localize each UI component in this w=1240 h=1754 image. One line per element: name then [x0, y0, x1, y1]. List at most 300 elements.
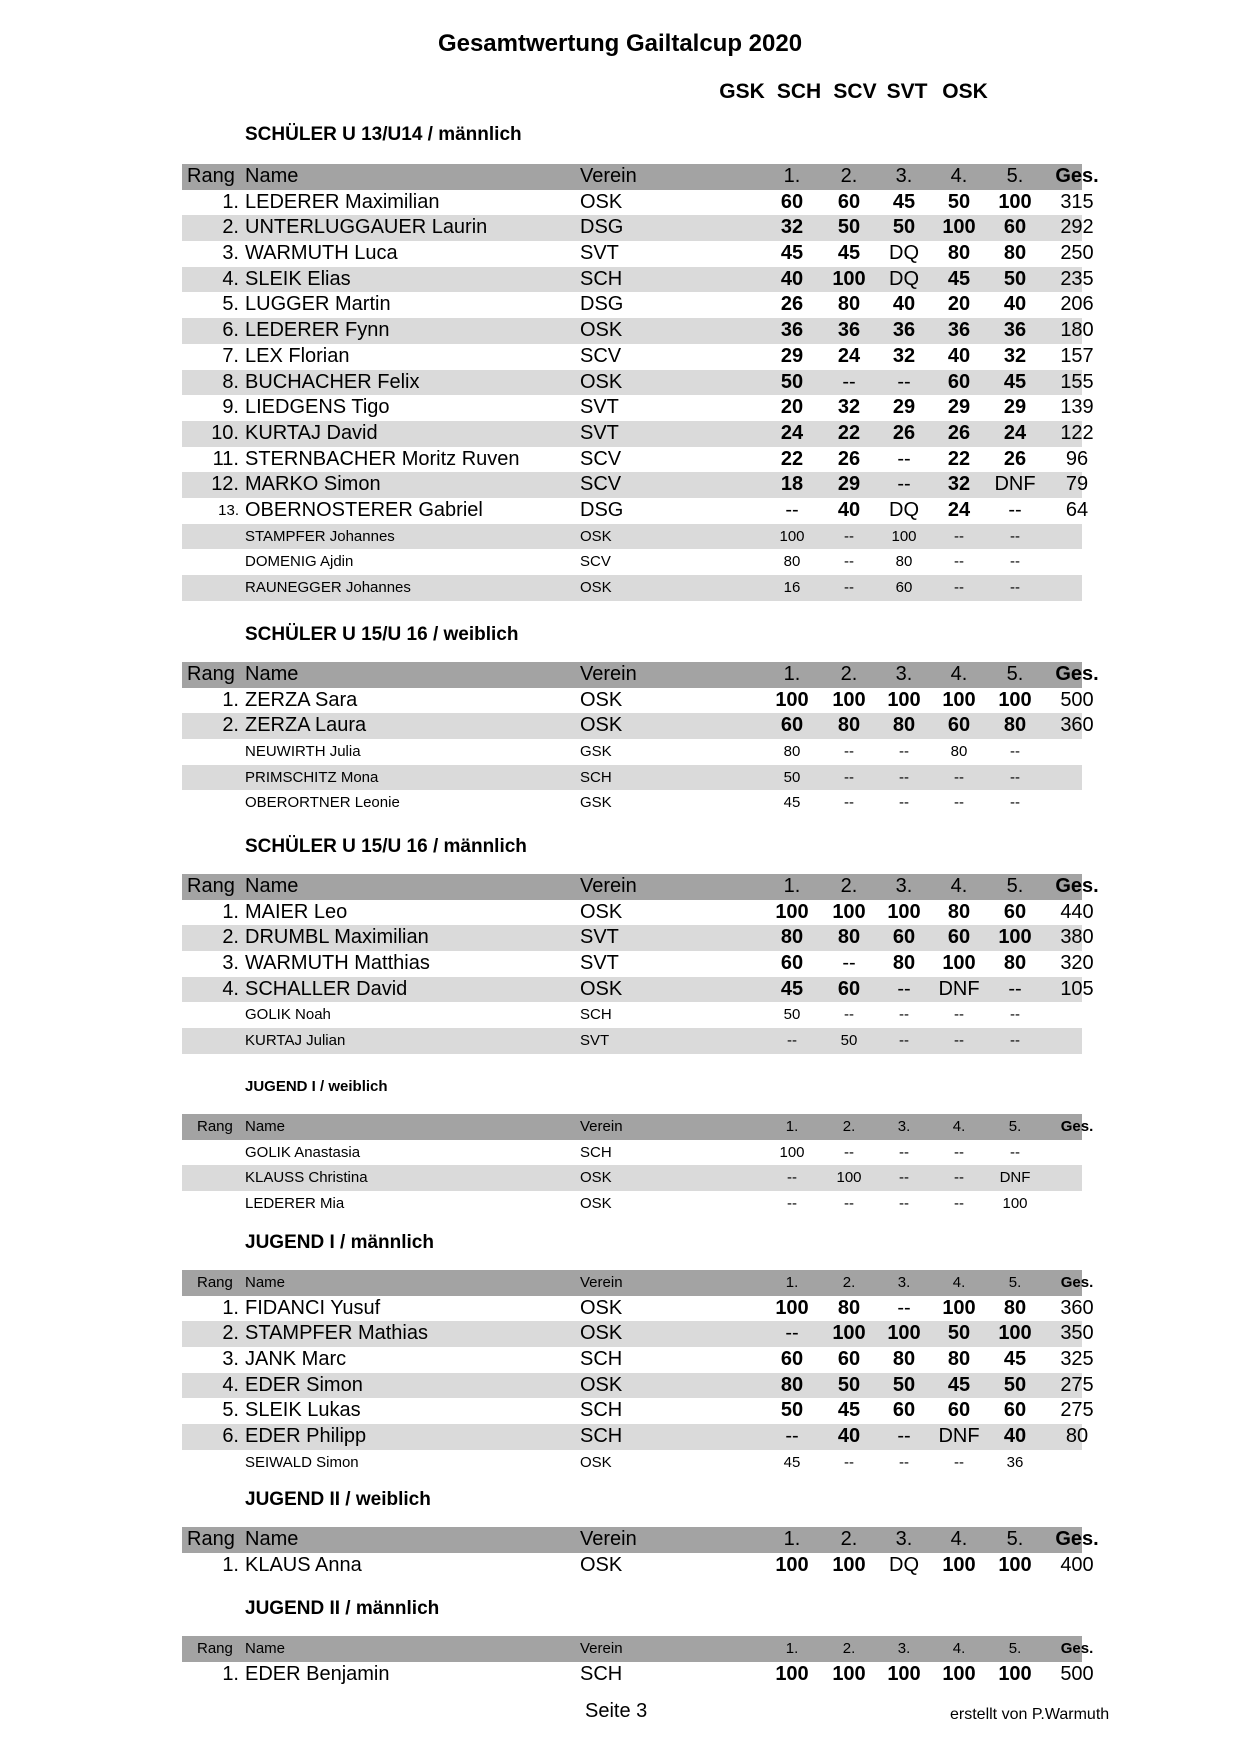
total-points: 500 — [1060, 688, 1094, 711]
race-score: 80 — [947, 242, 971, 265]
race-score: -- — [1008, 977, 1022, 1000]
race-score: -- — [1010, 553, 1020, 571]
race-score: 45 — [837, 1399, 861, 1422]
table-row — [182, 498, 1089, 524]
club-cell: SCH — [580, 1399, 623, 1422]
race-score: 40 — [780, 267, 804, 290]
race-score: 29 — [837, 473, 861, 496]
column-header-race: 2. — [840, 165, 858, 187]
race-score: 20 — [780, 396, 804, 419]
column-header-rang: Rang — [187, 663, 235, 685]
race-score: 80 — [780, 1373, 804, 1396]
club-cell: OSK — [580, 1553, 623, 1576]
table-row-unranked — [182, 1002, 1082, 1028]
race-score: 50 — [892, 216, 916, 239]
race-score: 80 — [837, 926, 861, 949]
race-score: -- — [844, 794, 854, 812]
column-header-race: 5. — [1008, 1118, 1022, 1135]
athlete-name: LEX Florian — [245, 344, 350, 367]
column-header-name: Name — [245, 1118, 286, 1135]
race-score: 100 — [775, 1296, 809, 1319]
athlete-name: OBERNOSTERER Gabriel — [245, 498, 483, 521]
race-score: 80 — [892, 714, 916, 737]
results-section — [182, 1074, 1094, 1217]
race-score: 24 — [780, 421, 804, 444]
race-score: 24 — [947, 498, 971, 521]
rank-cell: 1. — [222, 1553, 239, 1576]
race-score: 36 — [947, 319, 971, 342]
race-score: 32 — [837, 396, 861, 419]
race-score: -- — [954, 794, 964, 812]
race-score: -- — [785, 498, 799, 521]
table-row-unranked — [182, 1191, 1082, 1217]
race-score: DQ — [889, 242, 919, 265]
race-score: -- — [1010, 768, 1020, 786]
athlete-name: SEIWALD Simon — [245, 1453, 359, 1471]
table-row-unranked — [182, 1028, 1082, 1054]
rank-cell: 1. — [222, 1662, 239, 1685]
column-header-race: 4. — [952, 1640, 966, 1657]
race-score: 60 — [780, 952, 804, 975]
table-row-unranked — [182, 765, 1082, 791]
column-header-verein: Verein — [580, 1118, 623, 1135]
race-score: 80 — [892, 1348, 916, 1371]
total-points: 325 — [1060, 1348, 1094, 1371]
column-header-race: 3. — [897, 1640, 911, 1657]
race-score: 40 — [892, 293, 916, 316]
race-score: 26 — [892, 421, 916, 444]
total-points: 250 — [1060, 242, 1094, 265]
total-points: 157 — [1060, 344, 1094, 367]
total-points: 180 — [1060, 319, 1094, 342]
race-score: -- — [787, 1195, 797, 1213]
table-header-row — [182, 662, 1099, 688]
total-points: 440 — [1060, 900, 1094, 923]
race-score: -- — [954, 527, 964, 545]
race-score: 24 — [837, 344, 861, 367]
column-header-verein: Verein — [580, 1640, 623, 1657]
race-score: 60 — [1003, 900, 1027, 923]
rank-cell: 13. — [218, 501, 239, 519]
column-header-verein: Verein — [580, 875, 637, 897]
race-score: -- — [844, 527, 854, 545]
race-score: 80 — [783, 743, 801, 761]
total-points: 80 — [1065, 1425, 1089, 1448]
club-cell: SCH — [580, 1143, 612, 1161]
rank-cell: 3. — [222, 242, 239, 265]
column-header-race: 1. — [785, 1118, 799, 1135]
race-score: 45 — [947, 267, 971, 290]
race-score: DNF — [938, 1425, 980, 1448]
race-score: -- — [899, 1032, 909, 1050]
column-header-race: 5. — [1008, 1640, 1022, 1657]
race-score: 18 — [780, 473, 804, 496]
race-score: -- — [1010, 743, 1020, 761]
athlete-name: PRIMSCHITZ Mona — [245, 768, 379, 786]
race-score: 40 — [1003, 293, 1027, 316]
results-section — [182, 622, 1099, 816]
total-points: 206 — [1060, 293, 1094, 316]
column-header-race: 1. — [783, 663, 801, 685]
race-score: -- — [1010, 579, 1020, 596]
column-header-total: Ges. — [1055, 875, 1099, 897]
author-credit: erstellt von P.Warmuth — [950, 1706, 1110, 1723]
race-score: 60 — [892, 926, 916, 949]
athlete-name: LIEDGENS Tigo — [245, 396, 390, 419]
table-row-unranked — [182, 739, 1082, 765]
column-header-race: 3. — [895, 875, 913, 897]
column-header-race: 2. — [842, 1640, 856, 1657]
column-header-race: 3. — [895, 663, 913, 685]
race-score: -- — [897, 977, 911, 1000]
race-score: 45 — [1003, 370, 1027, 393]
column-header-verein: Verein — [580, 165, 637, 187]
race-score: 50 — [837, 216, 861, 239]
club-label: SCH — [776, 80, 822, 103]
race-score: 100 — [998, 926, 1032, 949]
table-row-unranked — [182, 1450, 1082, 1476]
athlete-name: OBERORTNER Leonie — [245, 794, 400, 812]
club-cell: SCV — [580, 553, 611, 571]
column-header-rang: Rang — [187, 1528, 235, 1550]
race-score: 80 — [1003, 952, 1027, 975]
column-header-race: 3. — [895, 165, 913, 187]
race-score: 60 — [837, 977, 861, 1000]
column-header-race: 3. — [897, 1274, 911, 1291]
race-score: 100 — [779, 527, 805, 545]
race-score: -- — [1008, 498, 1022, 521]
race-score: -- — [1010, 1143, 1020, 1161]
table-row — [182, 977, 1094, 1003]
athlete-name: STAMPFER Mathias — [245, 1322, 428, 1345]
athlete-name: EDER Philipp — [245, 1425, 367, 1448]
club-cell: SVT — [580, 952, 619, 975]
table-row — [182, 713, 1094, 739]
race-score: 50 — [783, 768, 801, 786]
race-score: -- — [954, 1032, 964, 1050]
column-header-race: 2. — [840, 1528, 858, 1550]
column-header-race: 2. — [842, 1274, 856, 1291]
race-score: 100 — [775, 900, 809, 923]
column-header-total: Ges. — [1060, 1274, 1094, 1291]
rank-cell: 4. — [222, 267, 239, 290]
table-row-unranked — [182, 1165, 1082, 1191]
table-row-unranked — [182, 549, 1082, 575]
club-cell: SCH — [580, 1662, 623, 1685]
race-score: 60 — [837, 190, 861, 213]
race-score: 100 — [832, 688, 866, 711]
race-score: 45 — [892, 190, 916, 213]
page-number: Seite 3 — [585, 1700, 648, 1722]
column-header-race: 1. — [783, 875, 801, 897]
athlete-name: ZERZA Sara — [245, 688, 358, 711]
club-cell: SCV — [580, 344, 622, 367]
race-score: -- — [897, 447, 911, 470]
club-cell: SCV — [580, 447, 622, 470]
table-row — [182, 344, 1094, 370]
table-row — [182, 292, 1094, 318]
table-row — [182, 688, 1094, 714]
race-score: 40 — [837, 498, 861, 521]
club-cell: OSK — [580, 190, 623, 213]
race-score: DQ — [889, 267, 919, 290]
club-cell: SVT — [580, 396, 619, 419]
athlete-name: LEDERER Mia — [245, 1195, 345, 1213]
column-header-race: 3. — [895, 1528, 913, 1550]
table-row-unranked — [182, 575, 1082, 601]
athlete-name: LEDERER Fynn — [245, 319, 390, 342]
race-score: 45 — [837, 242, 861, 265]
race-score: 36 — [892, 319, 916, 342]
race-score: 20 — [947, 293, 971, 316]
results-section — [182, 1230, 1094, 1476]
column-header-race: 2. — [842, 1118, 856, 1135]
club-cell: OSK — [580, 1322, 623, 1345]
rank-cell: 5. — [222, 293, 239, 316]
section-heading: SCHÜLER U 15/U 16 / weiblich — [245, 624, 519, 645]
rank-cell: 9. — [222, 396, 239, 419]
race-score: 80 — [837, 1296, 861, 1319]
table-header-row — [182, 1636, 1094, 1662]
race-score: 100 — [942, 688, 976, 711]
race-score: -- — [899, 1169, 909, 1187]
rank-cell: 2. — [222, 926, 239, 949]
race-score: -- — [954, 768, 964, 786]
race-score: 100 — [779, 1143, 805, 1161]
race-score: -- — [844, 553, 854, 571]
club-cell: SCH — [580, 768, 612, 786]
race-score: 45 — [780, 977, 804, 1000]
race-score: 40 — [1003, 1425, 1027, 1448]
column-header-race: 4. — [950, 1528, 968, 1550]
column-header-verein: Verein — [580, 1274, 623, 1291]
table-row — [182, 1347, 1094, 1373]
club-cell: OSK — [580, 579, 612, 596]
column-header-race: 4. — [952, 1118, 966, 1135]
race-score: -- — [844, 743, 854, 761]
race-score: -- — [899, 1195, 909, 1213]
club-cell: OSK — [580, 1296, 623, 1319]
results-section — [182, 834, 1099, 1054]
column-header-race: 5. — [1006, 165, 1024, 187]
table-row — [182, 241, 1094, 267]
race-score: 100 — [998, 1322, 1032, 1345]
column-header-name: Name — [245, 1528, 299, 1550]
race-score: 80 — [837, 714, 861, 737]
table-row — [182, 1662, 1094, 1688]
section-heading: JUGEND II / weiblich — [245, 1489, 431, 1510]
rank-cell: 2. — [222, 216, 239, 239]
race-score: -- — [954, 579, 964, 596]
race-score: -- — [844, 1143, 854, 1161]
race-score: 60 — [1003, 216, 1027, 239]
race-score: 60 — [947, 370, 971, 393]
column-header-rang: Rang — [197, 1118, 233, 1135]
athlete-name: ZERZA Laura — [245, 714, 367, 737]
race-score: 36 — [837, 319, 861, 342]
race-score: 50 — [892, 1373, 916, 1396]
club-cell: OSK — [580, 1453, 612, 1471]
race-score: 50 — [783, 1006, 801, 1024]
athlete-name: STAMPFER Johannes — [245, 527, 395, 545]
athlete-name: KLAUS Anna — [245, 1553, 362, 1576]
table-row — [182, 900, 1094, 926]
column-header-total: Ges. — [1060, 1118, 1094, 1135]
race-score: 29 — [780, 344, 804, 367]
column-header-race: 5. — [1006, 663, 1024, 685]
document-title: Gesamtwertung Gailtalcup 2020 — [437, 30, 803, 57]
race-score: -- — [842, 952, 856, 975]
table-header-row — [182, 1114, 1094, 1140]
rank-cell: 1. — [222, 900, 239, 923]
race-score: DNF — [994, 473, 1036, 496]
club-cell: SVT — [580, 926, 619, 949]
race-score: 50 — [780, 370, 804, 393]
athlete-name: DRUMBL Maximilian — [245, 926, 429, 949]
total-points: 360 — [1060, 714, 1094, 737]
club-cell: OSK — [580, 688, 623, 711]
total-points: 500 — [1060, 1662, 1094, 1685]
rank-cell: 1. — [222, 688, 239, 711]
race-score: -- — [954, 1143, 964, 1161]
race-score: -- — [897, 473, 911, 496]
club-cell: SVT — [580, 242, 619, 265]
race-score: DNF — [999, 1169, 1031, 1187]
table-header-row — [182, 1527, 1099, 1553]
race-score: 80 — [947, 1348, 971, 1371]
race-score: -- — [787, 1169, 797, 1187]
race-score: 100 — [887, 1662, 921, 1685]
race-score: 60 — [947, 1399, 971, 1422]
athlete-name: MAIER Leo — [245, 900, 348, 923]
column-header-race: 5. — [1006, 1528, 1024, 1550]
column-header-verein: Verein — [580, 663, 637, 685]
race-score: 24 — [1003, 421, 1027, 444]
race-score: -- — [844, 1453, 854, 1471]
race-score: 100 — [832, 267, 866, 290]
club-cell: OSK — [580, 900, 623, 923]
section-heading: SCHÜLER U 13/U14 / männlich — [245, 124, 522, 145]
race-score: 60 — [1003, 1399, 1027, 1422]
race-score: 60 — [895, 579, 913, 596]
total-points: 275 — [1060, 1399, 1094, 1422]
table-row — [182, 472, 1089, 498]
club-cell: OSK — [580, 319, 623, 342]
race-score: -- — [899, 1453, 909, 1471]
club-cell: GSK — [580, 794, 612, 812]
column-header-name: Name — [245, 663, 299, 685]
column-header-race: 1. — [785, 1640, 799, 1657]
table-row-unranked — [182, 1140, 1082, 1166]
race-score: -- — [1010, 794, 1020, 812]
race-score: -- — [844, 1195, 854, 1213]
race-score: 45 — [780, 242, 804, 265]
race-score: 100 — [998, 1662, 1032, 1685]
total-points: 350 — [1060, 1322, 1094, 1345]
race-score: 32 — [947, 473, 971, 496]
athlete-name: GOLIK Anastasia — [245, 1143, 361, 1161]
column-header-race: 5. — [1006, 875, 1024, 897]
rank-cell: 6. — [222, 1425, 239, 1448]
race-score: 60 — [780, 714, 804, 737]
column-header-race: 4. — [952, 1274, 966, 1291]
table-row — [182, 1296, 1094, 1322]
column-header-race: 1. — [783, 1528, 801, 1550]
athlete-name: FIDANCI Yusuf — [245, 1296, 381, 1319]
club-cell: OSK — [580, 1169, 612, 1187]
club-cell: DSG — [580, 216, 624, 239]
club-cell: OSK — [580, 1373, 623, 1396]
race-score: 100 — [775, 1662, 809, 1685]
race-score: 40 — [947, 344, 971, 367]
race-score: 100 — [942, 952, 976, 975]
race-score: 100 — [836, 1169, 862, 1187]
race-score: 50 — [1003, 1373, 1027, 1396]
table-row-unranked — [182, 790, 1082, 816]
race-score: 100 — [775, 1553, 809, 1576]
race-score: 32 — [1003, 344, 1027, 367]
race-score: -- — [954, 1169, 964, 1187]
race-score: 100 — [891, 527, 917, 545]
race-score: -- — [899, 768, 909, 786]
race-score: 100 — [887, 688, 921, 711]
athlete-name: STERNBACHER Moritz Ruven — [245, 447, 520, 470]
total-points: 292 — [1060, 216, 1094, 239]
race-score: 32 — [892, 344, 916, 367]
club-cell: SVT — [580, 421, 619, 444]
athlete-name: JANK Marc — [245, 1348, 347, 1371]
rank-cell: 5. — [222, 1399, 239, 1422]
athlete-name: SLEIK Lukas — [245, 1399, 361, 1422]
club-cell: SCV — [580, 473, 622, 496]
column-header-name: Name — [245, 875, 299, 897]
race-score: -- — [899, 1006, 909, 1024]
race-score: 100 — [998, 688, 1032, 711]
column-header-name: Name — [245, 1274, 286, 1291]
race-score: 45 — [783, 1453, 801, 1471]
race-score: -- — [844, 1006, 854, 1024]
rank-cell: 8. — [222, 370, 239, 393]
rank-cell: 10. — [211, 421, 239, 444]
race-score: 50 — [947, 1322, 971, 1345]
race-score: 60 — [947, 926, 971, 949]
athlete-name: DOMENIG Ajdin — [245, 553, 354, 571]
table-row — [182, 370, 1094, 396]
column-header-rang: Rang — [197, 1640, 233, 1657]
race-score: 100 — [942, 1553, 976, 1576]
table-header-row — [182, 874, 1099, 900]
column-header-name: Name — [245, 1640, 286, 1657]
total-points: 380 — [1060, 926, 1094, 949]
race-score: 36 — [1006, 1453, 1024, 1471]
club-cell: SCH — [580, 1425, 623, 1448]
rank-cell: 3. — [222, 952, 239, 975]
rank-cell: 4. — [222, 1373, 239, 1396]
race-score: 40 — [837, 1425, 861, 1448]
club-cell: SVT — [580, 1032, 610, 1050]
total-points: 275 — [1060, 1373, 1094, 1396]
column-header-race: 4. — [950, 165, 968, 187]
athlete-name: BUCHACHER Felix — [245, 370, 420, 393]
race-score: DQ — [889, 498, 919, 521]
race-score: DQ — [889, 1553, 919, 1576]
total-points: 155 — [1060, 370, 1094, 393]
race-score: 80 — [947, 900, 971, 923]
race-score: 29 — [947, 396, 971, 419]
table-header-row — [182, 1270, 1094, 1296]
race-score: 100 — [942, 1662, 976, 1685]
race-score: 80 — [950, 743, 968, 761]
